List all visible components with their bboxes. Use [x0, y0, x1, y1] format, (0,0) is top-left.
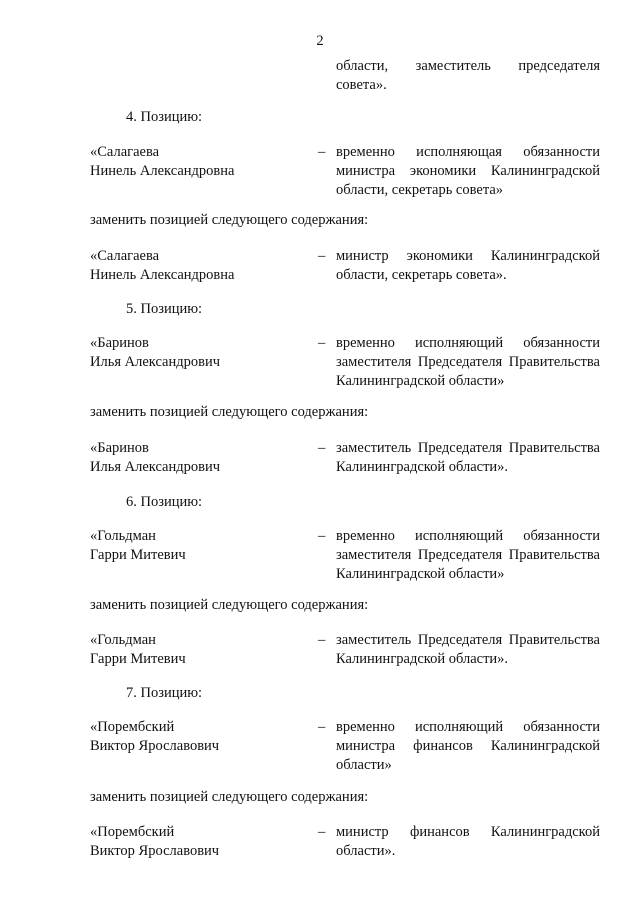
name-line: «Порембский: [90, 824, 175, 840]
page-number: 2: [316, 33, 324, 49]
desc-line: Калининградской области».: [336, 651, 509, 667]
new-position-description: [336, 439, 600, 477]
new-position-name: [90, 439, 310, 477]
desc-line: министр финансов Калининградской: [336, 824, 600, 840]
dash: –: [318, 335, 326, 351]
desc-line: министр экономики Калининградской: [336, 248, 600, 264]
desc-line: временно исполняющий обязанности: [336, 335, 600, 351]
desc-line: Калининградской области».: [336, 459, 509, 475]
desc-line: области, секретарь совета».: [336, 267, 507, 283]
continuation-line: совета».: [336, 77, 387, 93]
section-heading: 5. Позицию:: [126, 301, 203, 317]
desc-line: заместитель Председателя Правительства: [336, 440, 600, 456]
name-line: Гарри Митевич: [90, 547, 186, 563]
name-line: Нинель Александровна: [90, 267, 235, 283]
dash: –: [318, 144, 326, 160]
old-position-name: [90, 143, 310, 181]
new-position-name: [90, 823, 310, 861]
desc-line: министра финансов Калининградской: [336, 738, 600, 754]
new-position-name: [90, 247, 310, 285]
desc-line: временно исполняющая обязанности: [336, 144, 600, 160]
name-line: «Гольдман: [90, 528, 156, 544]
desc-line: министра экономики Калининградской: [336, 163, 600, 179]
desc-line: временно исполняющий обязанности: [336, 719, 600, 735]
new-position-name: [90, 631, 310, 669]
old-position-name: [90, 527, 310, 565]
section-heading: 4. Позицию:: [126, 109, 203, 125]
dash: –: [318, 440, 326, 456]
name-line: «Баринов: [90, 440, 149, 456]
name-line: Нинель Александровна: [90, 163, 235, 179]
continuation-text: [336, 57, 600, 95]
dash: –: [318, 824, 326, 840]
dash: –: [318, 632, 326, 648]
desc-line: Калининградской области»: [336, 373, 505, 389]
desc-line: заместитель Председателя Правительства: [336, 632, 600, 648]
desc-line: заместителя Председателя Правительства: [336, 354, 600, 370]
name-line: «Гольдман: [90, 632, 156, 648]
name-line: «Порембский: [90, 719, 175, 735]
replace-instruction: заменить позицией следующего содержания:: [90, 404, 369, 420]
old-position-description: [336, 527, 600, 584]
name-line: Гарри Митевич: [90, 651, 186, 667]
section-heading: 7. Позицию:: [126, 685, 203, 701]
replace-instruction: заменить позицией следующего содержания:: [90, 789, 369, 805]
name-line: «Салагаева: [90, 248, 160, 264]
new-position-description: [336, 247, 600, 285]
new-position-description: [336, 631, 600, 669]
name-line: Виктор Ярославович: [90, 738, 220, 754]
new-position-description: [336, 823, 600, 861]
old-position-description: [336, 334, 600, 391]
old-position-description: [336, 143, 600, 200]
continuation-line: области, заместитель председателя: [336, 58, 600, 74]
desc-line: Калининградской области»: [336, 566, 505, 582]
name-line: Виктор Ярославович: [90, 843, 220, 859]
name-line: «Салагаева: [90, 144, 160, 160]
name-line: Илья Александрович: [90, 459, 221, 475]
dash: –: [318, 719, 326, 735]
name-line: Илья Александрович: [90, 354, 221, 370]
old-position-name: [90, 718, 310, 756]
desc-line: области».: [336, 843, 396, 859]
dash: –: [318, 528, 326, 544]
name-line: «Баринов: [90, 335, 149, 351]
old-position-name: [90, 334, 310, 372]
old-position-description: [336, 718, 600, 775]
dash: –: [318, 248, 326, 264]
section-heading: 6. Позицию:: [126, 494, 203, 510]
replace-instruction: заменить позицией следующего содержания:: [90, 212, 369, 228]
replace-instruction: заменить позицией следующего содержания:: [90, 597, 369, 613]
desc-line: области, секретарь совета»: [336, 182, 504, 198]
desc-line: заместителя Председателя Правительства: [336, 547, 600, 563]
desc-line: области»: [336, 757, 392, 773]
desc-line: временно исполняющий обязанности: [336, 528, 600, 544]
